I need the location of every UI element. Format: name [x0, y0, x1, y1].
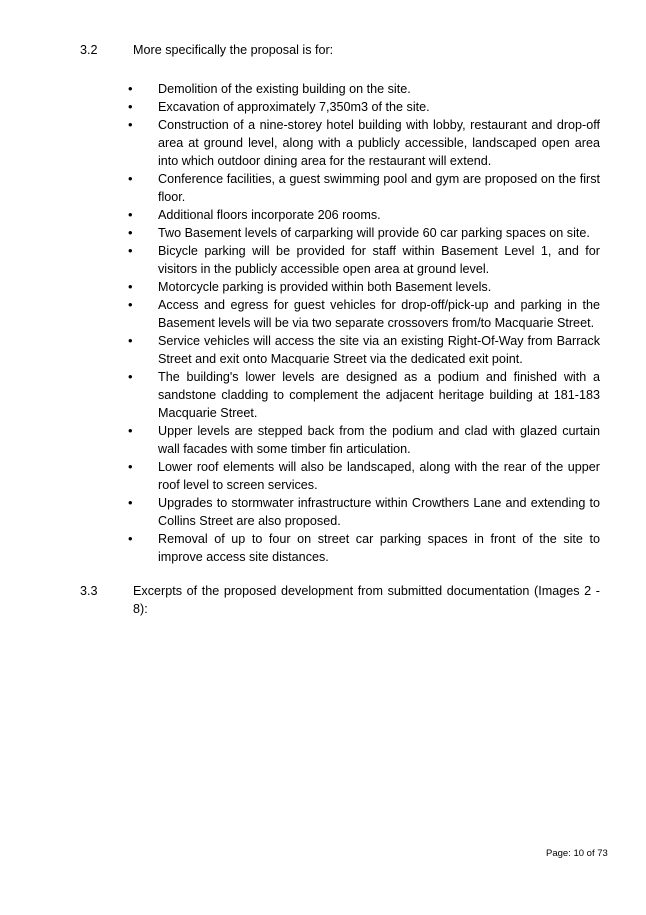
- bullet-icon: •: [128, 333, 133, 348]
- list-item: • Service vehicles will access the site via an existing Right-Of-Way from Barrack Street and exit onto Macquarie Street via the dedicated exit point.: [128, 333, 600, 366]
- page-number: Page: 10 of 73: [546, 848, 608, 859]
- list-item: • Additional floors incorporate 206 rooms.: [128, 207, 381, 222]
- list-item: • Bicycle parking will be provided for staff within Basement Level 1, and for visitors in the publicly accessible open area at ground level.: [128, 243, 600, 276]
- list-item: • Demolition of the existing building on the site.: [128, 81, 411, 96]
- bullet-icon: •: [128, 171, 133, 186]
- bullet-icon: •: [128, 117, 133, 132]
- bullet-icon: •: [128, 243, 133, 258]
- list-item: • Lower roof elements will also be landscaped, along with the rear of the upper roof level to screen services.: [128, 459, 600, 492]
- bullet-icon: •: [128, 531, 133, 546]
- list-item: • Removal of up to four on street car parking spaces in front of the site to improve access site distances.: [128, 531, 600, 564]
- bullet-icon: •: [128, 81, 133, 96]
- list-item: • Construction of a nine-storey hotel building with lobby, restaurant and drop-off area at ground level, along with a publicly accessible, landscaped open area into which outdoor dining area for the restaurant will extend.: [128, 117, 600, 168]
- list-item: • Access and egress for guest vehicles for drop-off/pick-up and parking in the Basement levels will be via two separate crossovers from/to Macquarie Street.: [128, 297, 600, 330]
- proposal-bullet-list: [128, 80, 600, 566]
- bullet-icon: •: [128, 279, 133, 294]
- bullet-icon: •: [128, 225, 133, 240]
- bullet-icon: •: [128, 207, 133, 222]
- section-number: 3.2: [80, 43, 98, 57]
- section-intro: More specifically the proposal is for:: [133, 43, 334, 57]
- bullet-icon: •: [128, 459, 133, 474]
- list-item: • Upper levels are stepped back from the podium and clad with glazed curtain wall facades with some timber fin articulation.: [128, 423, 600, 456]
- bullet-icon: •: [128, 495, 133, 510]
- bullet-icon: •: [128, 99, 133, 114]
- bullet-icon: •: [128, 297, 133, 312]
- list-item: • The building's lower levels are designed as a podium and finished with a sandstone cladding to complement the adjacent heritage building at 181-183 Macquarie Street.: [128, 369, 600, 420]
- section-3-3-heading: [80, 582, 600, 618]
- list-item: • Excavation of approximately 7,350m3 of the site.: [128, 99, 430, 114]
- section-text: Excerpts of the proposed development from submitted documentation (Images 2 - 8):: [133, 584, 600, 616]
- list-item: • Upgrades to stormwater infrastructure within Crowthers Lane and extending to Collins Street are also proposed.: [128, 495, 600, 528]
- bullet-icon: •: [128, 423, 133, 438]
- list-item: • Motorcycle parking is provided within both Basement levels.: [128, 279, 492, 294]
- bullet-icon: •: [128, 369, 133, 384]
- list-item: • Two Basement levels of carparking will provide 60 car parking spaces on site.: [128, 225, 590, 240]
- list-item: • Conference facilities, a guest swimming pool and gym are proposed on the first floor.: [128, 171, 600, 204]
- section-number: 3.3: [80, 584, 98, 598]
- section-3-2-heading: [80, 41, 600, 59]
